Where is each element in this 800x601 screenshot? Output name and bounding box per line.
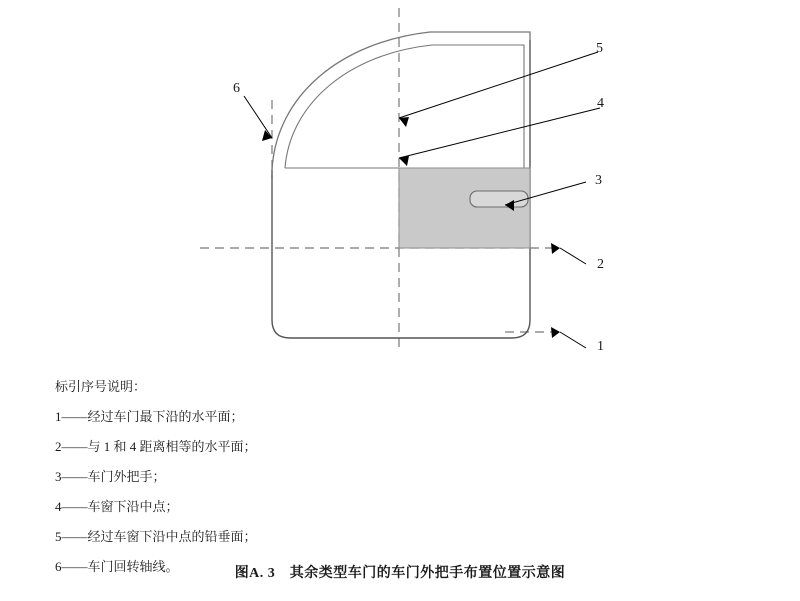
callout-label-6: 6 <box>233 81 240 96</box>
arrow-head-2 <box>551 243 560 254</box>
window-inner-curve <box>285 45 524 168</box>
callout-label-2: 2 <box>597 257 604 272</box>
leader-line-5 <box>399 52 598 118</box>
callout-label-3: 3 <box>595 173 602 188</box>
legend-block <box>55 372 575 582</box>
legend-item-6: 6——车门回转轴线。 <box>55 559 179 574</box>
callout-label-1: 1 <box>597 339 604 354</box>
window-outer-curve <box>272 32 530 170</box>
legend-item-1: 1——经过车门最下沿的水平面； <box>55 409 244 424</box>
arrow-head-5 <box>399 117 409 127</box>
arrow-head-1 <box>551 327 560 338</box>
door-handle <box>470 191 528 207</box>
callout-label-4: 4 <box>597 96 604 111</box>
legend-item-2: 2——与 1 和 4 距离相等的水平面； <box>55 439 257 454</box>
callout-label-5: 5 <box>596 41 603 56</box>
legend-item-5: 5——经过车窗下沿中点的铅垂面； <box>55 529 257 544</box>
leader-line-6 <box>244 96 272 138</box>
legend-item-4: 4——车窗下沿中点； <box>55 499 179 514</box>
legend-item-3: 3——车门外把手； <box>55 469 166 484</box>
legend-title: 标引序号说明： <box>55 379 147 394</box>
leader-line-1 <box>560 332 586 348</box>
leader-line-2 <box>560 248 586 264</box>
figure-caption: 图A. 3 其余类型车门的车门外把手布置位置示意图 <box>234 566 566 581</box>
leader-line-4 <box>399 108 600 158</box>
